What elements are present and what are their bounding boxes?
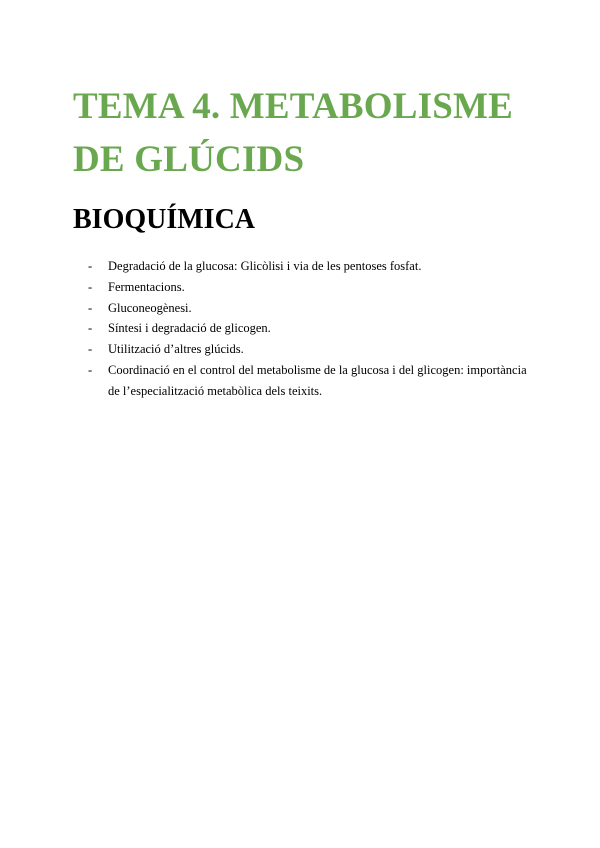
subject-heading: BIOQUÍMICA bbox=[73, 204, 256, 235]
list-item bbox=[88, 298, 528, 319]
list-item bbox=[88, 256, 528, 277]
title-line-1: TEMA 4. METABOLISME bbox=[73, 86, 513, 127]
bullet-dash: - bbox=[88, 259, 93, 273]
list-item-text: Gluconeogènesi. bbox=[108, 300, 192, 315]
bullet-dash: - bbox=[88, 342, 93, 357]
list-item-text: Utilització d’altres glúcids. bbox=[108, 342, 244, 357]
bullet-dash: - bbox=[88, 279, 93, 294]
list-item bbox=[88, 318, 528, 339]
bullet-dash: - bbox=[88, 362, 93, 377]
list-item bbox=[88, 360, 528, 402]
list-item-text: Coordinació en el control del metabolisme de la glucosa i del glicogen: importància de l’especialització metabòlica dels teixits. bbox=[108, 362, 527, 398]
title-line-2: DE GLÚCIDS bbox=[73, 139, 305, 180]
list-item bbox=[88, 277, 528, 298]
list-item-text: Síntesi i degradació de glicogen. bbox=[108, 321, 271, 336]
bullet-dash: - bbox=[88, 300, 93, 315]
topic-list bbox=[88, 256, 528, 402]
list-item-text: Degradació de la glucosa: Glicòlisi i via de les pentoses fosfat. bbox=[108, 259, 422, 273]
list-item bbox=[88, 339, 528, 360]
list-item-text: Fermentacions. bbox=[108, 279, 185, 294]
document-title bbox=[73, 80, 543, 186]
bullet-dash: - bbox=[88, 321, 93, 336]
